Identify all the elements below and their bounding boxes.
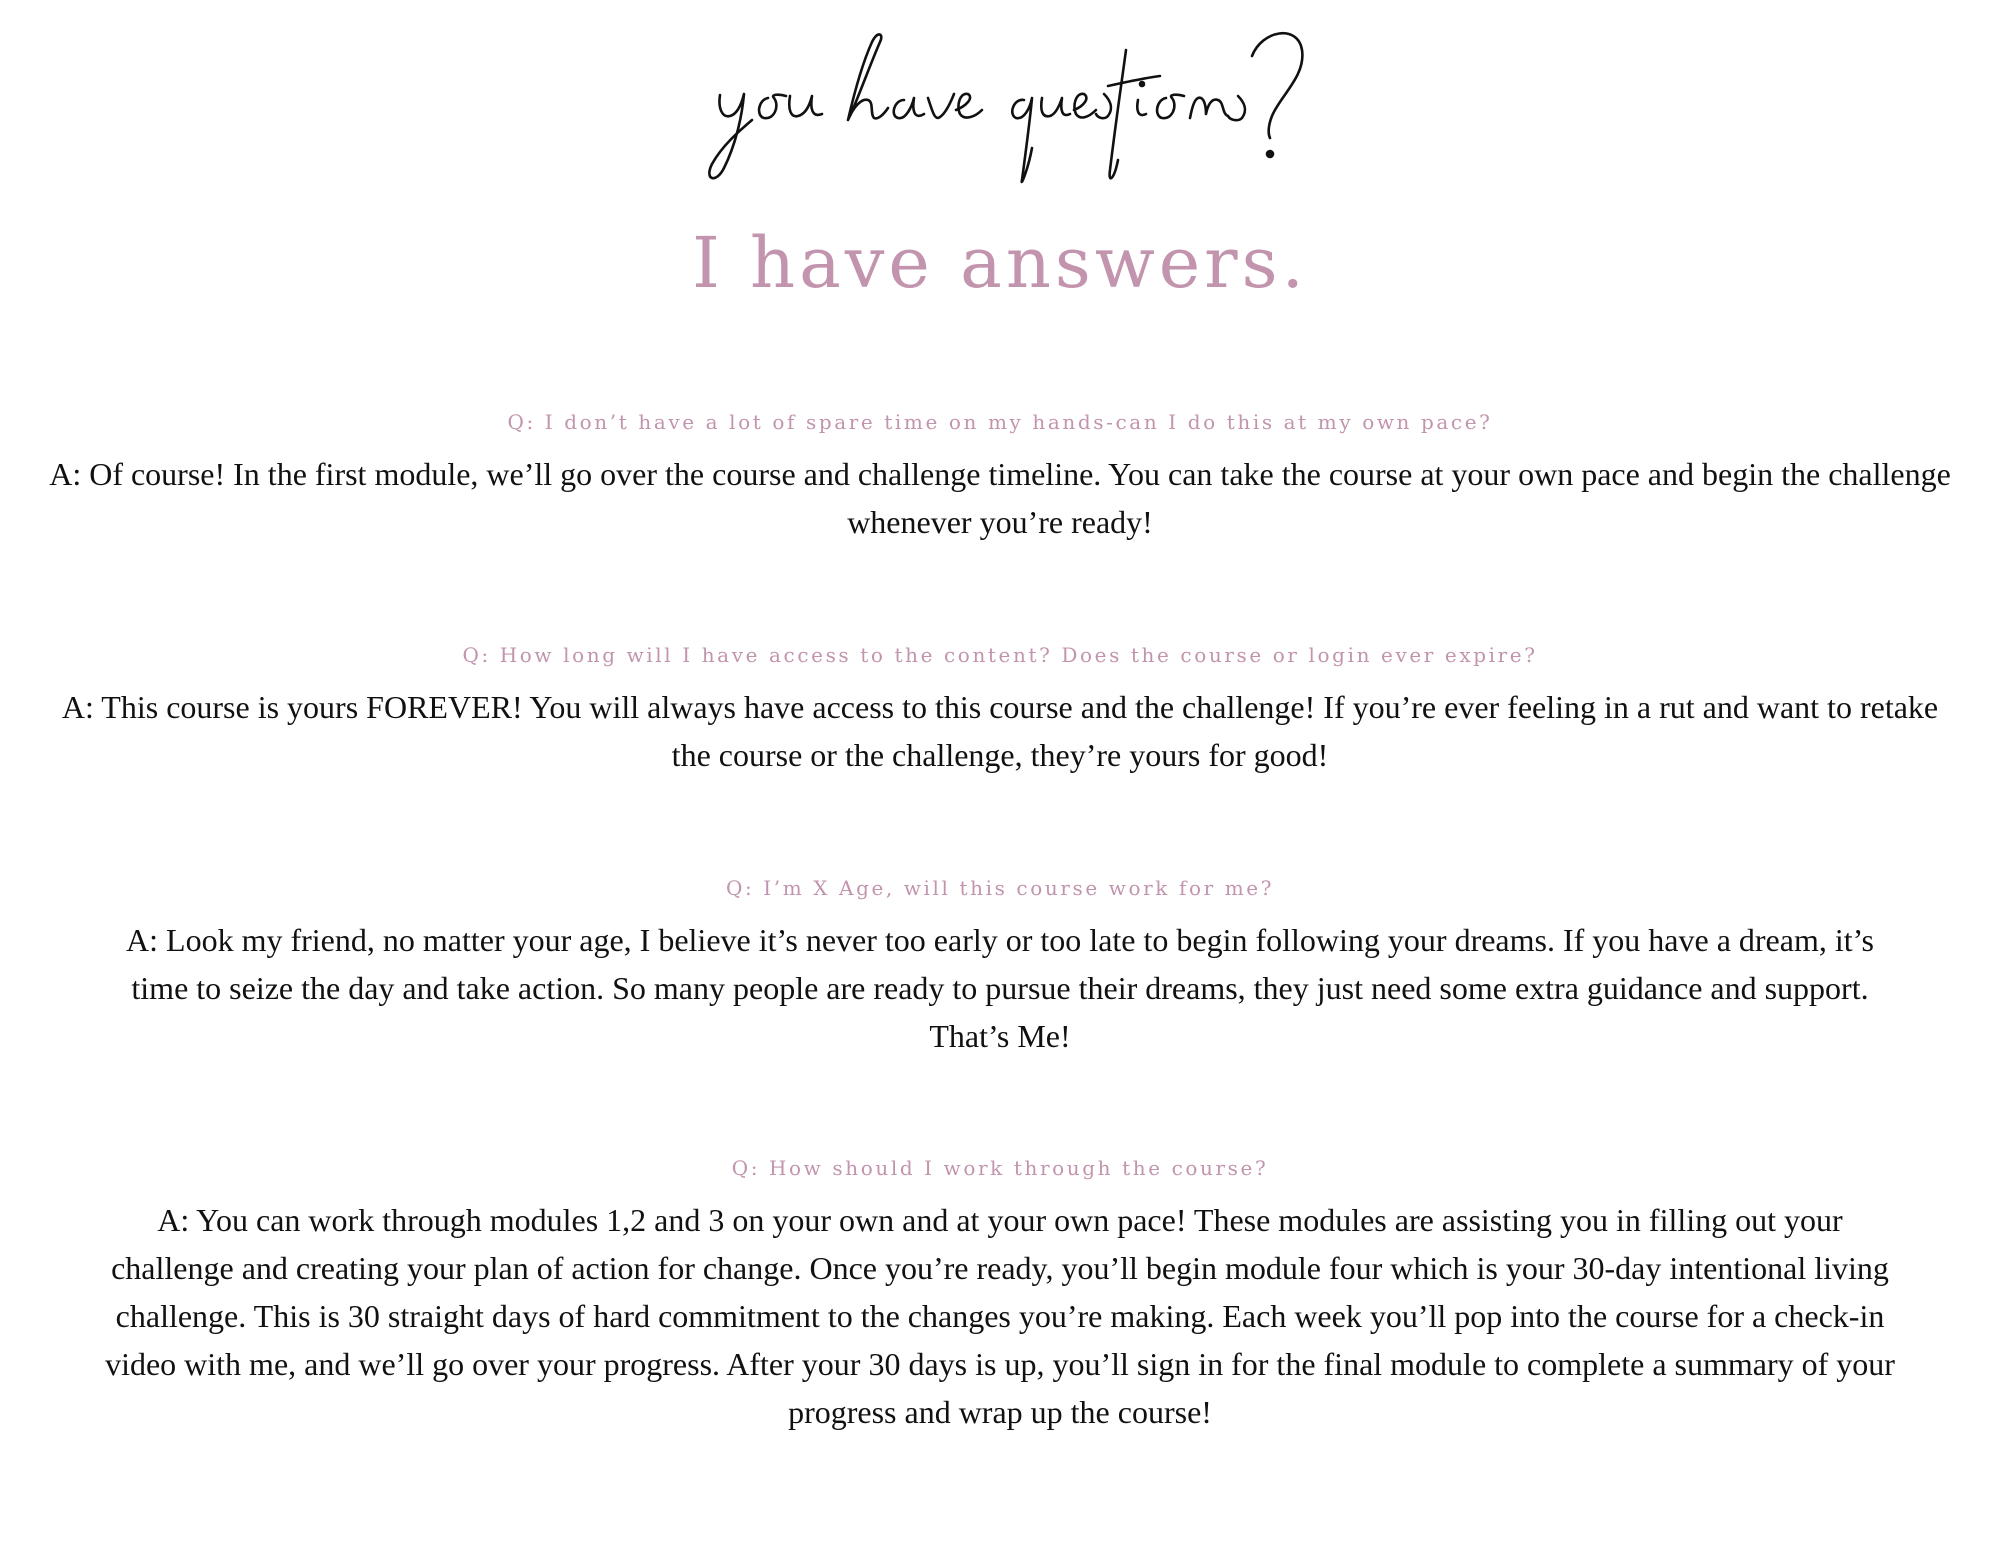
faq-question: Q: How long will I have access to the content? Does the course or login ever expire? xyxy=(462,643,1538,667)
answers-heading: I have answers. xyxy=(692,222,1308,304)
faq-item xyxy=(0,878,2000,1060)
faq-answer: A: You can work through modules 1,2 and 3 on your own and at your own pace! These modules are assisting you in filling out your challenge and creating your plan of action for change. Once you’re ready, you’ll begin module four which is your 30-day intentional living challenge. This is 30 straight days of hard commitment to the changes you’re making. Each week you’ll pop into the course for a check-in video with me, and we’ll go over your progress. After your 30 days is up, you’ll sign in for the final module to complete a summary of your progress and wrap up the course! xyxy=(105,1202,1895,1430)
faq-answer: A: Of course! In the first module, we’ll go over the course and challenge timeline. You can take the course at your own pace and begin the challenge whenever you’re ready! xyxy=(49,456,1951,540)
faq-question: Q: I’m X Age, will this course work for me? xyxy=(725,876,1275,900)
faq-answer: A: Look my friend, no matter your age, I believe it’s never too early or too late to begin following your dreams. If you have a dream, it’s time to seize the day and take action. So many people are ready to pursue their dreams, they just need some extra guidance and support. That’s Me! xyxy=(126,922,1874,1054)
faq-answer: A: This course is yours FOREVER! You will always have access to this course and the challenge! If you’re ever feeling in a rut and want to retake the course or the challenge, they’re yours for good! xyxy=(61,689,1939,773)
faq-item xyxy=(0,1158,2000,1436)
handwritten-title-graphic xyxy=(690,20,1310,190)
faq-question: Q: How should I work through the course? xyxy=(731,1156,1269,1180)
faq-item xyxy=(0,645,2000,779)
faq-question: Q: I don’t have a lot of spare time on my hands-can I do this at my own pace? xyxy=(507,410,1493,434)
script-title-lettering xyxy=(0,20,2000,190)
faq-item xyxy=(0,412,2000,546)
